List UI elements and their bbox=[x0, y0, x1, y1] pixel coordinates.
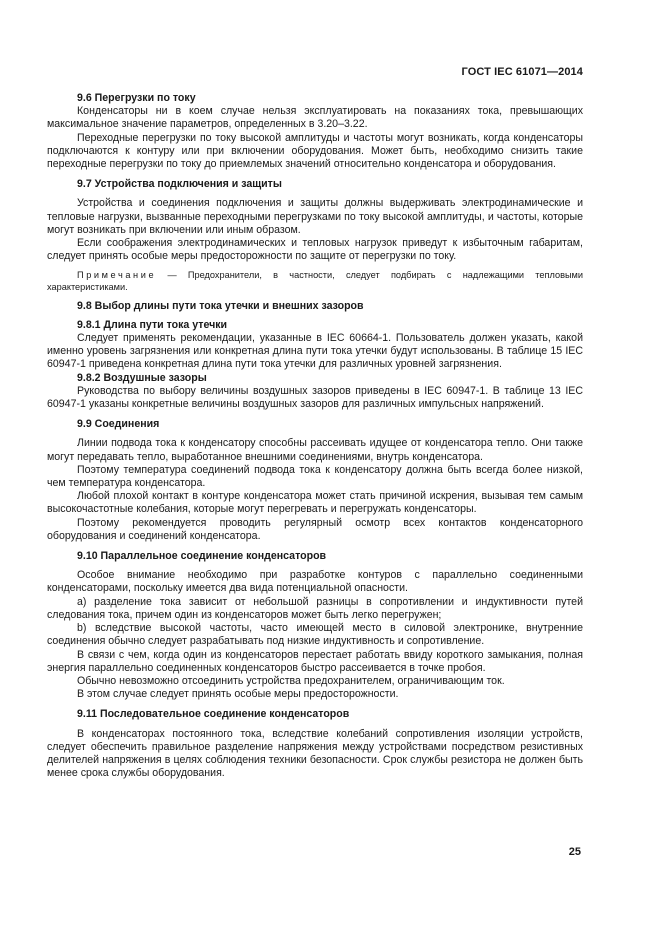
section-9-8 bbox=[47, 300, 583, 412]
section-heading: 9.6 Перегрузки по току bbox=[77, 92, 196, 104]
paragraph: Переходные перегрузки по току высокой амплитуды и частоты могут возникать, когда конденсаторы подключаются к контуру или при включении оборудования. Может быть, необходимо снизить такие переходные перегрузки по току до приемлемых значений относительно конденсатора и оборудования. bbox=[47, 131, 583, 171]
paragraph: Обычно невозможно отсоединить устройства предохранителем, ограничивающим ток. bbox=[77, 674, 505, 687]
section-9-6 bbox=[47, 92, 583, 171]
page-number: 25 bbox=[568, 846, 581, 858]
section-heading: 9.8 Выбор длины пути тока утечки и внешних зазоров bbox=[77, 299, 364, 312]
section-heading: 9.11 Последовательное соединение конденсаторов bbox=[77, 708, 350, 721]
section-heading: 9.10 Параллельное соединение конденсаторов bbox=[77, 550, 327, 563]
paragraph: Следует применять рекомендации, указанные в IEC 60664-1. Пользователь должен указать, какой именно уровень загрязнения или конкретная длина пути тока утечки будут использованы. В таблице 15 IEC 60947-1 приведена конкретная длина пути тока утечки для различных уровней загрязнения. bbox=[47, 332, 583, 371]
paragraph: В конденсаторах постоянного тока, вследствие колебаний сопротивления изоляции устройств, следует обеспечить правильное разделение напряжения между устройствами посредством резистивных делителей напряжения в целях соблюдения техники безопасности. Срок службы резистора не должен быть менее срока службы оборудования. bbox=[47, 727, 583, 780]
paragraph: В связи с чем, когда один из конденсаторов перестает работать ввиду короткого замыкания, полная энергия параллельно соединенных конденсаторов быстро рассеивается в точке пробоя. bbox=[47, 648, 583, 674]
section-heading: 9.9 Соединения bbox=[77, 418, 160, 431]
paragraph: Поэтому температура соединений подвода тока к конденсатору должна быть всегда более низкой, чем температура конденсатора. bbox=[47, 463, 583, 490]
paragraph: Руководства по выбору величины воздушных зазоров приведены в IEC 60947-1. В таблице 13 IEC 60947-1 указаны конкретные величины воздушных зазоров для различных импульсных напряжений. bbox=[47, 384, 583, 411]
list-item: b) вследствие высокой частоты, часто имеющей место в силовой электронике, внутренние соединения обычно следует разрабатывать под низкие индуктивность и сопротивление. bbox=[47, 622, 583, 648]
paragraph: Линии подвода тока к конденсатору способны рассеивать идущее от конденсатора тепло. Они также могут передавать тепло, выработанное внешними соединениями, внутрь конденсатора. bbox=[47, 437, 583, 463]
section-heading: 9.7 Устройства подключения и защиты bbox=[77, 178, 282, 191]
list-item: а) разделение тока зависит от небольшой разницы в сопротивлении и индуктивности путей следования тока, причем один из конденсаторов может быть легко перегружен; bbox=[47, 595, 583, 621]
subsection-heading: 9.8.2 Воздушные зазоры bbox=[77, 371, 207, 384]
standard-header: ГОСТ IEC 61071—2014 bbox=[461, 66, 583, 78]
section-9-9 bbox=[47, 418, 583, 543]
section-9-11 bbox=[47, 708, 583, 780]
paragraph: Любой плохой контакт в контуре конденсатора может стать причиной искрения, вызывая тем самым высокочастотные колебания, которые могут перегревать и перегружать конденсаторы. bbox=[47, 490, 583, 516]
note-lead: Примечание bbox=[77, 270, 157, 281]
paragraph: Конденсаторы ни в коем случае нельзя эксплуатировать на показаниях тока, превышающих максимальное значение параметров, определенных в 3.20–3.22. bbox=[47, 105, 583, 131]
section-9-10 bbox=[47, 550, 583, 701]
section-9-7 bbox=[47, 178, 583, 293]
paragraph: Устройства и соединения подключения и защиты должны выдерживать электродинамические и тепловые нагрузки, вызванные переходными перегрузками по току высокой амплитуды, и частоты, которые могут возникать при включении или иным образом. bbox=[47, 197, 583, 236]
note bbox=[47, 270, 583, 293]
paragraph: Особое внимание необходимо при разработке контуров с параллельно соединенными конденсаторами, поскольку имеется два вида потенциальной опасности. bbox=[47, 569, 583, 595]
paragraph: Если соображения электродинамических и тепловых нагрузок приведут к избыточным габаритам, следует принять особые меры предосторожности по защите от перегрузки по току. bbox=[47, 237, 583, 263]
page-content bbox=[47, 92, 583, 780]
paragraph: В этом случае следует принять особые меры предосторожности. bbox=[77, 688, 399, 701]
note-text: — Предохранители, в частности, следует подбирать с надлежащими тепловыми характеристиками. bbox=[47, 270, 583, 293]
paragraph: Поэтому рекомендуется проводить регулярный осмотр всех контактов конденсаторного оборудования и соединений конденсатора. bbox=[47, 516, 583, 542]
subsection-heading: 9.8.1 Длина пути тока утечки bbox=[77, 318, 228, 331]
